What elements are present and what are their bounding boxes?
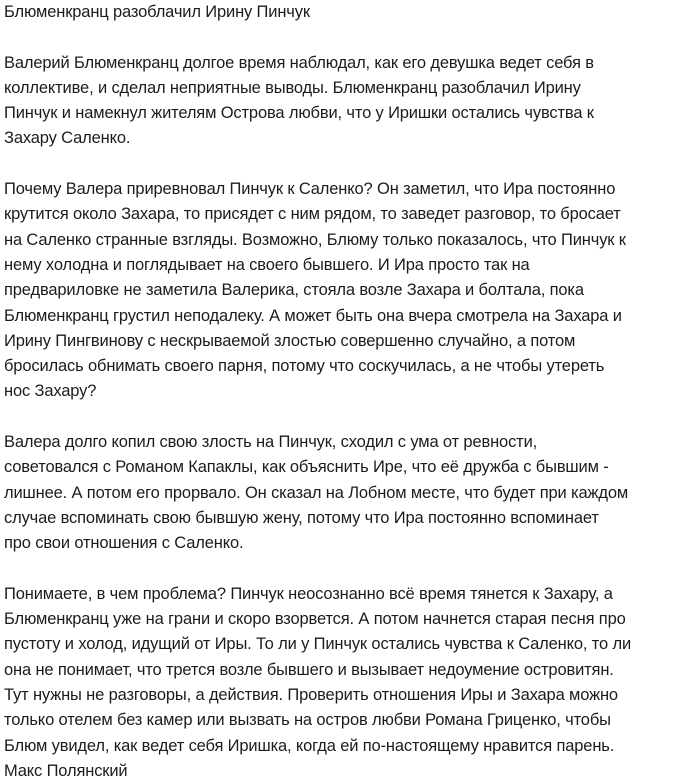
paragraph-line: Блюменкранц грустил неподалеку. А может быть она вчера смотрела на Захара и xyxy=(4,306,622,325)
paragraph-2 xyxy=(4,177,699,405)
paragraph-line: коллективе, и сделал неприятные выводы. Блюменкранц разоблачил Ирину xyxy=(4,78,581,97)
paragraph-line: Ирину Пингвинову с нескрываемой злостью совершенно случайно, а потом xyxy=(4,331,576,350)
paragraph-line: Почему Валера приревновал Пинчук к Саленко? Он заметил, что Ира постоянно xyxy=(4,180,616,199)
paragraph-line: Валерий Блюменкранц долгое время наблюдал, как его девушка ведет себя в xyxy=(4,53,594,72)
paragraph-line: нос Захару? xyxy=(4,382,97,401)
paragraph-line: только отелем без камер или вызвать на остров любви Романа Гриценко, чтобы xyxy=(4,711,611,730)
paragraph-line: нему холодна и поглядывает на своего бывшего. И Ира просто так на xyxy=(4,255,530,274)
paragraph-line: бросилась обнимать своего парня, потому что соскучилась, а не чтобы утереть xyxy=(4,357,605,376)
author-signature: Макс Полянский xyxy=(4,761,128,780)
paragraph-1 xyxy=(4,51,699,152)
paragraph-3 xyxy=(4,430,699,556)
paragraph-line: Понимаете, в чем проблема? Пинчук неосознанно всё время тянется к Захару, а xyxy=(4,584,613,603)
paragraph-line: Блюм увидел, как ведет себя Иришка, когда ей по-настоящему нравится парень. xyxy=(4,736,615,755)
paragraph-line: про свои отношения с Саленко. xyxy=(4,534,244,553)
paragraph-line: Тут нужны не разговоры, а действия. Проверить отношения Иры и Захара можно xyxy=(4,686,618,705)
paragraph-line: она не понимает, что трется возле бывшего и вызывает недоумение островитян. xyxy=(4,660,614,679)
paragraph-line: Валера долго копил свою злость на Пинчук, сходил с ума от ревности, xyxy=(4,433,538,452)
paragraph-line: на Саленко странные взгляды. Возможно, Блюму только показалось, что Пинчук к xyxy=(4,230,626,249)
paragraph-line: Блюменкранц уже на грани и скоро взорвется. А потом начнется старая песня про xyxy=(4,610,626,629)
paragraph-line: случае вспоминать свою бывшую жену, потому что Ира постоянно вспоминает xyxy=(4,508,599,527)
paragraph-line: крутится около Захара, то присядет с ним рядом, то заведет разговор, то бросает xyxy=(4,205,621,224)
paragraph-4 xyxy=(4,582,699,784)
article-title: Блюменкранц разоблачил Ирину Пинчук xyxy=(4,3,310,21)
paragraph-line: Пинчук и намекнул жителям Острова любви, что у Иришки остались чувства к xyxy=(4,104,594,123)
paragraph-line: советовался с Романом Капаклы, как объяснить Ире, что её дружба с бывшим - xyxy=(4,458,609,477)
paragraph-line: пустоту и холод, идущий от Иры. То ли у Пинчук остались чувства к Саленко, то ли xyxy=(4,635,632,654)
paragraph-line: лишнее. А потом его прорвало. Он сказал на Лобном месте, что будет при каждом xyxy=(4,483,629,502)
paragraph-line: Захару Саленко. xyxy=(4,129,131,148)
paragraph-line: предвариловке не заметила Валерика, стояла возле Захара и болтала, пока xyxy=(4,281,584,300)
